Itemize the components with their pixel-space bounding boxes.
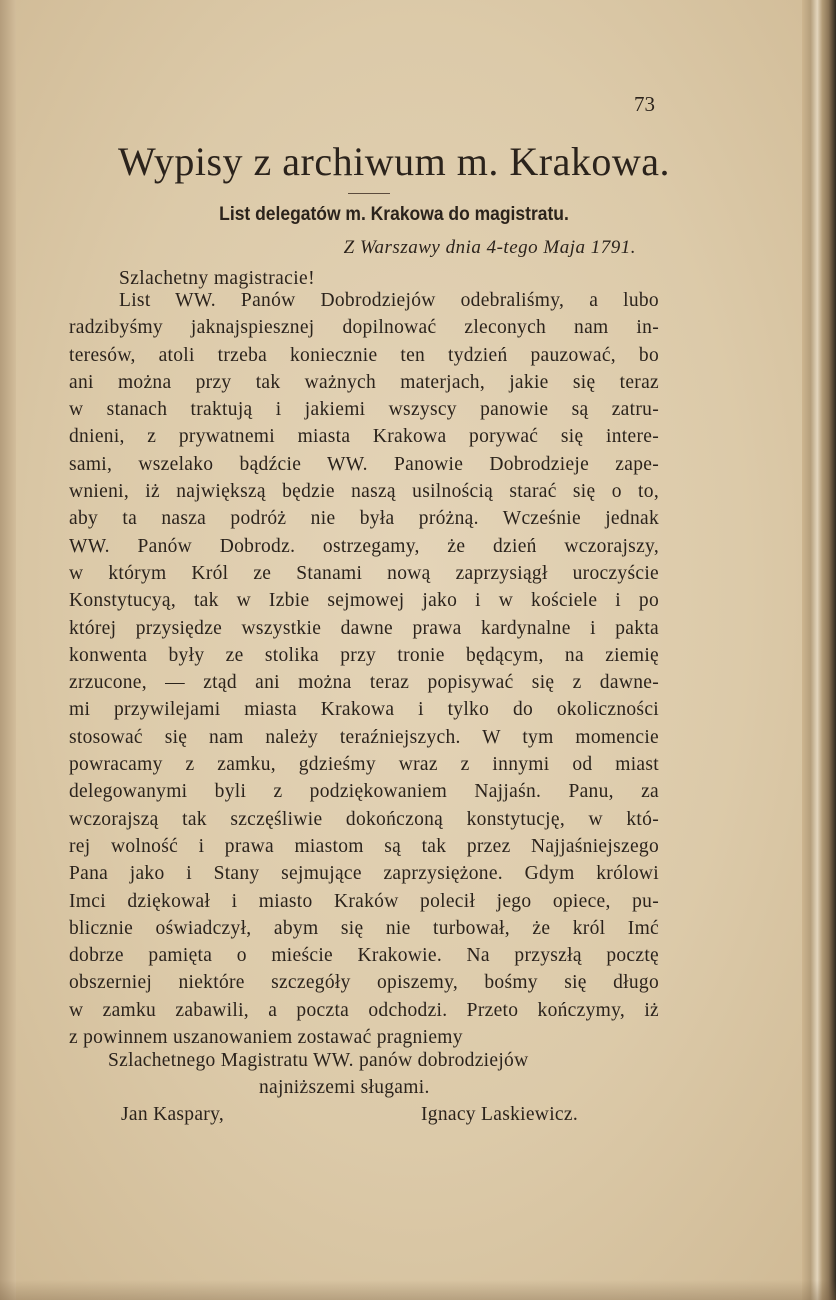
signature-laskiewicz: Ignacy Laskiewicz. — [421, 1104, 578, 1125]
body-line: ani można przy tak ważnych materjach, jakie się teraz — [69, 371, 659, 393]
body-line: List WW. Panów Dobrodziejów odebraliśmy, a lubo — [119, 290, 659, 311]
body-line: dobrze pamięta o mieście Krakowie. Na przyszłą pocztę — [69, 945, 659, 967]
body-line: konwenta były ze stolika przy tronie będącym, na ziemię — [69, 644, 659, 666]
page-gutter-shadow — [0, 0, 16, 1300]
body-line: której przysiędze wszystkie dawne prawa kardynalne i pakta — [69, 617, 659, 639]
page-title: Wypisy z archiwum m. Krakowa. — [118, 139, 670, 184]
body-line: powracamy z zamku, gdzieśmy wraz z innymi od miast — [69, 754, 659, 776]
letter-heading: List delegatów m. Krakowa do magistratu. — [219, 204, 569, 225]
body-line: delegowanymi byli z podziękowaniem Najjaśn. Panu, za — [69, 781, 659, 803]
body-line: wczorajszą tak szczęśliwie dokończoną konstytucję, w któ- — [69, 808, 659, 830]
body-line: Pana jako i Stany sejmujące zaprzysiężone. Gdym królowi — [69, 863, 659, 885]
signature-kaspary: Jan Kaspary, — [121, 1104, 225, 1125]
body-line: dnieni, z prywatnemi miasta Krakowa porywać się intere- — [69, 426, 659, 448]
body-line: sami, wszelako bądźcie WW. Panowie Dobrodzieje zape- — [69, 453, 659, 475]
body-line: WW. Panów Dobrodz. ostrzegamy, że dzień wczorajszy, — [69, 535, 659, 557]
letter-closing: Szlachetnego Magistratu WW. panów dobrodziejów — [108, 1050, 529, 1071]
letter-closing-servants: najniższemi sługami. — [259, 1077, 430, 1098]
page-bottom-shadow — [0, 1280, 836, 1300]
body-line: blicznie oświadczył, abym się nie turbował, że król Imć — [69, 917, 659, 939]
body-line: wnieni, iż największą będzie naszą usilnością starać się o to, — [69, 481, 659, 503]
body-line: mi przywilejami miasta Krakowa i tylko do okoliczności — [69, 699, 659, 721]
body-line: aby ta nasza podróż nie była próżną. Wcześnie jednak — [69, 508, 659, 530]
body-line: Konstytucyą, tak w Izbie sejmowej jako i w kościele i po — [69, 590, 659, 612]
body-line: teresów, atoli trzeba koniecznie ten tydzień pauzować, bo — [69, 344, 659, 366]
letter-dateline: Z Warszawy dnia 4-tego Maja 1791. — [343, 237, 636, 258]
title-divider — [348, 193, 390, 194]
body-line: zrzucone, — ztąd ani można teraz popisywać się z dawne- — [69, 672, 659, 694]
body-line: obszerniej niektóre szczegóły opiszemy, bośmy się długo — [69, 972, 659, 994]
body-line: Imci dziękował i miasto Kraków polecił jego opiece, pu- — [69, 890, 659, 912]
body-line: w stanach traktują i jakiemi wszyscy panowie są zatru- — [69, 399, 659, 421]
body-line: stosować się nam należy teraźniejszych. W tym momencie — [69, 726, 659, 748]
body-line: w którym Król ze Stanami nową zaprzysiągł uroczyście — [69, 562, 659, 584]
page-number: 73 — [634, 92, 655, 116]
body-line: radzibyśmy jaknajspiesznej dopilnować zleconych nam in- — [69, 317, 659, 339]
body-line: w zamku zabawili, a poczta odchodzi. Przeto kończymy, iż — [69, 999, 659, 1021]
body-line: rej wolność i prawa miastom są tak przez Najjaśniejszego — [69, 835, 659, 857]
letter-body — [69, 287, 659, 1051]
book-edge-shadow — [802, 0, 836, 1300]
letter-salutation: Szlachetny magistracie! — [119, 268, 315, 289]
body-line: z powinnem uszanowaniem zostawać pragniemy — [69, 1027, 463, 1049]
